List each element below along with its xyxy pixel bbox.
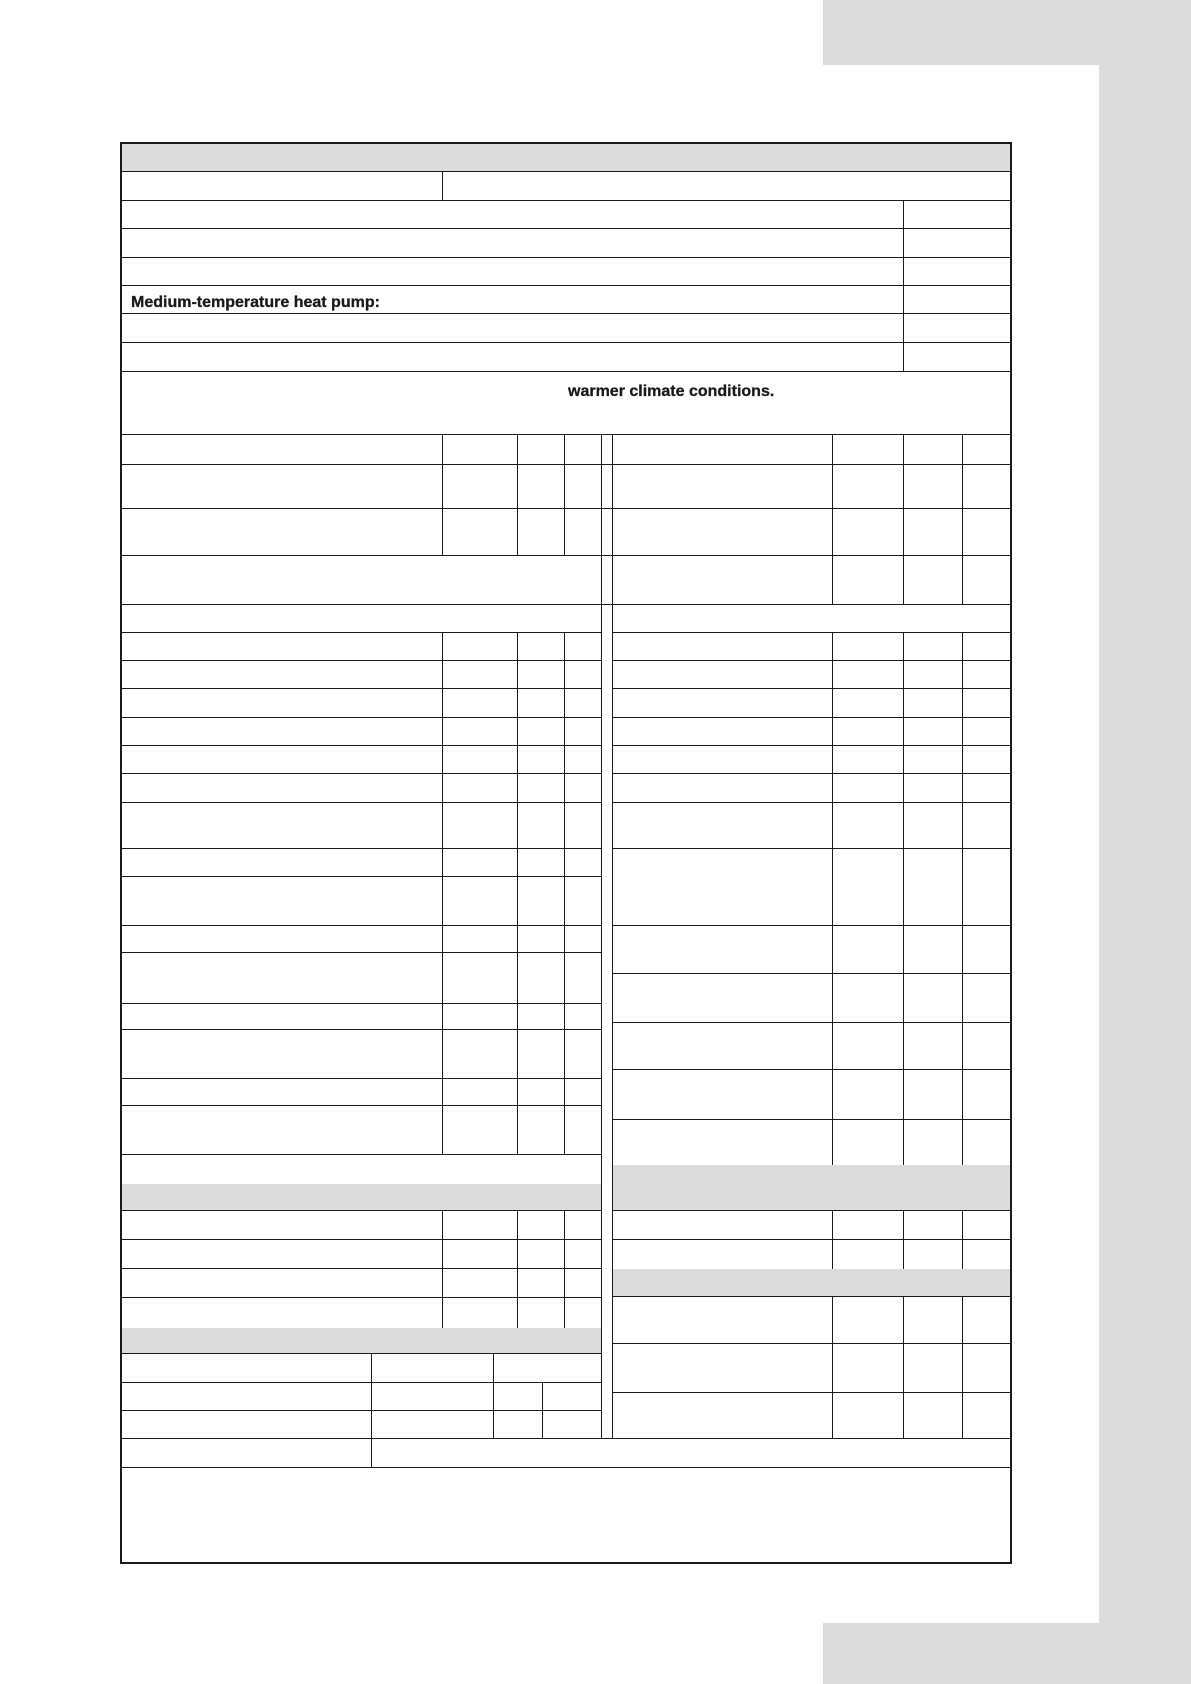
table-rule	[122, 1467, 1011, 1468]
page-tab-bottom	[823, 1623, 1191, 1684]
table-rule	[613, 848, 1011, 849]
table-rule	[612, 876, 613, 1438]
table-rule	[122, 555, 613, 556]
table-rule	[122, 660, 602, 661]
table-rule	[122, 285, 1011, 286]
table-rule	[122, 464, 613, 465]
table-rule	[122, 1105, 602, 1106]
table-rule	[122, 876, 602, 877]
table-rule	[612, 434, 613, 876]
product-fiche-table	[120, 142, 1012, 1564]
heat-pump-type-label: Medium-temperature heat pump:	[131, 294, 380, 311]
table-rule	[122, 848, 602, 849]
table-rule	[613, 632, 1011, 633]
table-rule	[122, 632, 602, 633]
table-rule	[962, 434, 963, 604]
table-rule	[122, 745, 602, 746]
page-side-strip	[1099, 65, 1191, 1623]
table-rule	[613, 555, 1011, 556]
table-rule	[613, 660, 1011, 661]
table-rule	[613, 604, 1011, 605]
table-rule	[613, 802, 1011, 803]
table-rule	[613, 464, 1011, 465]
table-rule	[122, 1154, 602, 1155]
table-rule	[613, 1392, 1011, 1393]
table-rule	[442, 434, 443, 555]
table-rule	[613, 1296, 1011, 1297]
table-rule	[122, 313, 1011, 314]
table-rule	[122, 1353, 602, 1354]
table-rule	[122, 200, 1011, 201]
table-rule	[122, 508, 613, 509]
table-rule	[122, 773, 602, 774]
table-rule	[903, 632, 904, 1165]
table-rule	[122, 1003, 602, 1004]
table-rule	[122, 1268, 602, 1269]
table-rule	[564, 434, 565, 555]
table-rule	[442, 171, 443, 200]
page-tab-top	[823, 0, 1191, 65]
table-rule	[122, 171, 1011, 172]
table-rule	[493, 1353, 494, 1438]
table-rule	[613, 717, 1011, 718]
table-rule	[613, 1119, 1011, 1120]
table-rule	[517, 1210, 518, 1328]
climate-conditions-note: warmer climate conditions.	[568, 383, 775, 400]
table-rule	[564, 1210, 565, 1328]
table-rule	[122, 228, 1011, 229]
table-rule	[601, 434, 602, 1438]
table-rule	[122, 371, 1011, 372]
table-rule	[122, 925, 602, 926]
table-rule	[962, 632, 963, 1165]
table-rule	[122, 688, 602, 689]
table-rule	[613, 773, 1011, 774]
table-rule	[442, 1210, 443, 1328]
table-rule	[832, 434, 833, 604]
table-rule	[613, 1022, 1011, 1023]
shaded-header-band	[613, 1165, 1010, 1210]
table-rule	[122, 1239, 602, 1240]
table-rule	[517, 434, 518, 555]
table-rule	[517, 632, 518, 1154]
shaded-header-band	[122, 144, 1010, 171]
table-rule	[832, 632, 833, 1165]
table-rule	[613, 973, 1011, 974]
shaded-header-band	[613, 1269, 1010, 1296]
table-rule	[122, 1210, 602, 1211]
table-rule	[122, 1382, 602, 1383]
table-rule	[122, 952, 602, 953]
table-rule	[613, 1239, 1011, 1240]
shaded-header-band	[122, 1328, 601, 1353]
table-rule	[122, 717, 602, 718]
table-rule	[122, 257, 1011, 258]
table-rule	[832, 1296, 833, 1438]
table-rule	[903, 434, 904, 604]
shaded-header-band	[122, 1184, 601, 1210]
table-rule	[122, 802, 602, 803]
table-rule	[962, 1296, 963, 1438]
table-rule	[122, 434, 1011, 435]
table-rule	[613, 925, 1011, 926]
table-rule	[613, 508, 1011, 509]
table-rule	[613, 688, 1011, 689]
table-rule	[122, 342, 1011, 343]
table-rule	[613, 1069, 1011, 1070]
table-rule	[122, 1029, 602, 1030]
table-rule	[613, 1210, 1011, 1211]
table-rule	[122, 1410, 602, 1411]
table-rule	[903, 1296, 904, 1438]
table-rule	[122, 604, 613, 605]
table-rule	[122, 1078, 602, 1079]
table-rule	[442, 632, 443, 1154]
table-rule	[122, 1297, 602, 1298]
table-rule	[613, 1343, 1011, 1344]
table-rule	[122, 1438, 1011, 1439]
table-rule	[613, 745, 1011, 746]
table-rule	[564, 632, 565, 1154]
